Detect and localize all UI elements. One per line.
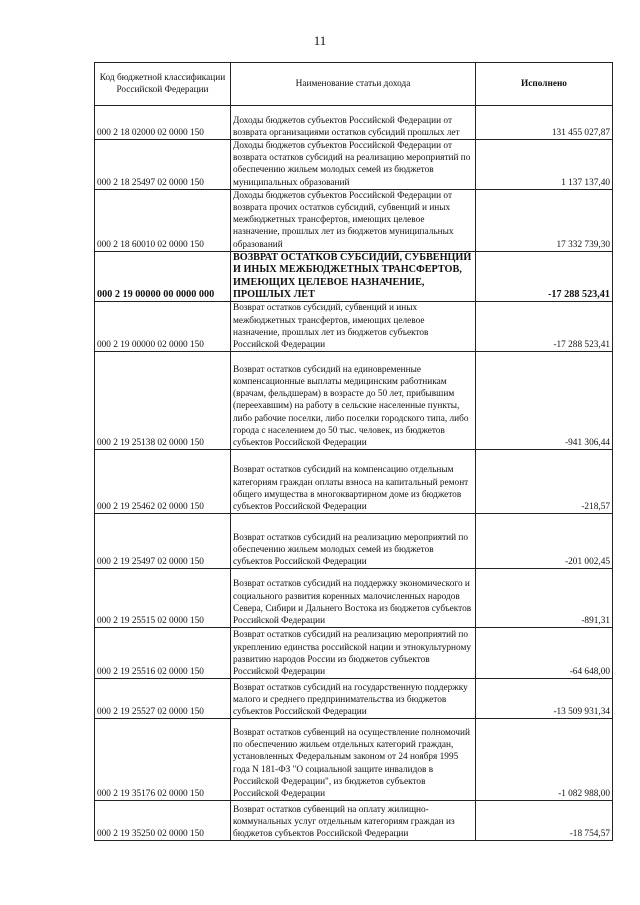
table-row	[95, 302, 613, 352]
row-code: 000 2 18 02000 02 0000 150	[95, 106, 231, 140]
row-code: 000 2 19 25138 02 0000 150	[95, 352, 231, 450]
row-amount: 131 455 027,87	[476, 106, 613, 140]
row-code: 000 2 19 35250 02 0000 150	[95, 801, 231, 841]
row-amount: -941 306,44	[476, 352, 613, 450]
row-code: 000 2 19 35176 02 0000 150	[95, 719, 231, 801]
budget-revenue-table	[94, 62, 613, 841]
table-row	[95, 628, 613, 679]
row-code: 000 2 19 25516 02 0000 150	[95, 628, 231, 679]
row-name: Возврат остатков субвенций на оплату жилищно-коммунальных услуг отдельным категориям граждан из бюджетов субъектов Российской Федерации	[231, 801, 476, 841]
row-name: Доходы бюджетов субъектов Российской Федерации от возврата остатков субсидий на реализацию мероприятий по обеспечению жильем молодых семей из бюджетов муниципальных образований	[231, 140, 476, 190]
row-code: 000 2 18 60010 02 0000 150	[95, 189, 231, 251]
row-amount: -18 754,57	[476, 801, 613, 841]
row-amount: 1 137 137,40	[476, 140, 613, 190]
row-name: Возврат остатков субсидий на реализацию мероприятий по обеспечению жильем молодых семей из бюджетов субъектов Российской Федерации	[231, 514, 476, 569]
row-amount: -891,31	[476, 569, 613, 628]
header-name: Наименование статьи дохода	[231, 63, 476, 106]
table-header-row	[95, 63, 613, 106]
row-amount: 17 332 739,30	[476, 189, 613, 251]
table-row	[95, 189, 613, 251]
table-row	[95, 352, 613, 450]
page-number: 11	[313, 33, 327, 48]
row-code: 000 2 19 00000 00 0000 000	[95, 251, 231, 302]
row-name: Возврат остатков субсидий, субвенций и иных межбюджетных трансфертов, имеющих целевое назначение, прошлых лет из бюджетов субъектов Российской Федерации	[231, 302, 476, 352]
row-amount: -17 288 523,41	[476, 302, 613, 352]
table-row	[95, 106, 613, 140]
row-name: Доходы бюджетов субъектов Российской Федерации от возврата прочих остатков субсидий, субвенций и иных межбюджетных трансфертов, имеющих целевое назначение, прошлых лет из бюджетов муниципальных образований	[231, 189, 476, 251]
table-row	[95, 514, 613, 569]
row-name: Возврат остатков субвенций на осуществление полномочий по обеспечению жильем отдельных категорий граждан, установленных Федеральным законом от 24 ноября 1995 года N 181-ФЗ "О социальной защите инвалидов в Российской Федерации", из бюджетов субъектов Российской Федерации	[231, 719, 476, 801]
row-name: Доходы бюджетов субъектов Российской Федерации от возврата организациями остатков субсидий прошлых лет	[231, 106, 476, 140]
row-amount: -13 509 931,34	[476, 679, 613, 719]
table-row-total	[95, 251, 613, 302]
table-row	[95, 719, 613, 801]
row-amount: -17 288 523,41	[476, 251, 613, 302]
row-name: Возврат остатков субсидий на поддержку экономического и социального развития коренных малочисленных народов Севера, Сибири и Дальнего Востока из бюджетов субъектов Российской Федерации	[231, 569, 476, 628]
row-amount: -64 648,00	[476, 628, 613, 679]
table-row	[95, 801, 613, 841]
row-code: 000 2 19 25462 02 0000 150	[95, 450, 231, 514]
header-code: Код бюджетной классификации Российской Федерации	[95, 63, 231, 106]
row-name: Возврат остатков субсидий на реализацию мероприятий по укреплению единства российской нации и этнокультурному развитию народов России из бюджетов субъектов Российской Федерации	[231, 628, 476, 679]
row-name: Возврат остатков субсидий на единовременные компенсационные выплаты медицинским работникам (врачам, фельдшерам) в возрасте до 50 лет, прибывшим (переехавшим) на работу в сельские населенные пункты, либо рабочие поселки, либо поселки городского типа, либо города с населением до 50 тыс. человек, из бюджетов субъектов Российской Федерации	[231, 352, 476, 450]
row-code: 000 2 19 00000 02 0000 150	[95, 302, 231, 352]
table-row	[95, 140, 613, 190]
row-name: Возврат остатков субсидий на компенсацию отдельным категориям граждан оплаты взноса на капитальный ремонт общего имущества в многоквартирном доме из бюджетов субъектов Российской Федерации	[231, 450, 476, 514]
row-name: ВОЗВРАТ ОСТАТКОВ СУБСИДИЙ, СУБВЕНЦИЙ И ИНЫХ МЕЖБЮДЖЕТНЫХ ТРАНСФЕРТОВ, ИМЕЮЩИХ ЦЕЛЕВОЕ НАЗНАЧЕНИЕ, ПРОШЛЫХ ЛЕТ	[231, 251, 476, 302]
table-row	[95, 569, 613, 628]
row-amount: -218,57	[476, 450, 613, 514]
row-name: Возврат остатков субсидий на государственную поддержку малого и среднего предпринимательства из бюджетов субъектов Российской Федерации	[231, 679, 476, 719]
table-row	[95, 450, 613, 514]
row-code: 000 2 18 25497 02 0000 150	[95, 140, 231, 190]
row-code: 000 2 19 25515 02 0000 150	[95, 569, 231, 628]
header-executed: Исполнено	[476, 63, 613, 106]
row-amount: -201 002,45	[476, 514, 613, 569]
table-row	[95, 679, 613, 719]
row-code: 000 2 19 25497 02 0000 150	[95, 514, 231, 569]
row-amount: -1 082 988,00	[476, 719, 613, 801]
row-code: 000 2 19 25527 02 0000 150	[95, 679, 231, 719]
